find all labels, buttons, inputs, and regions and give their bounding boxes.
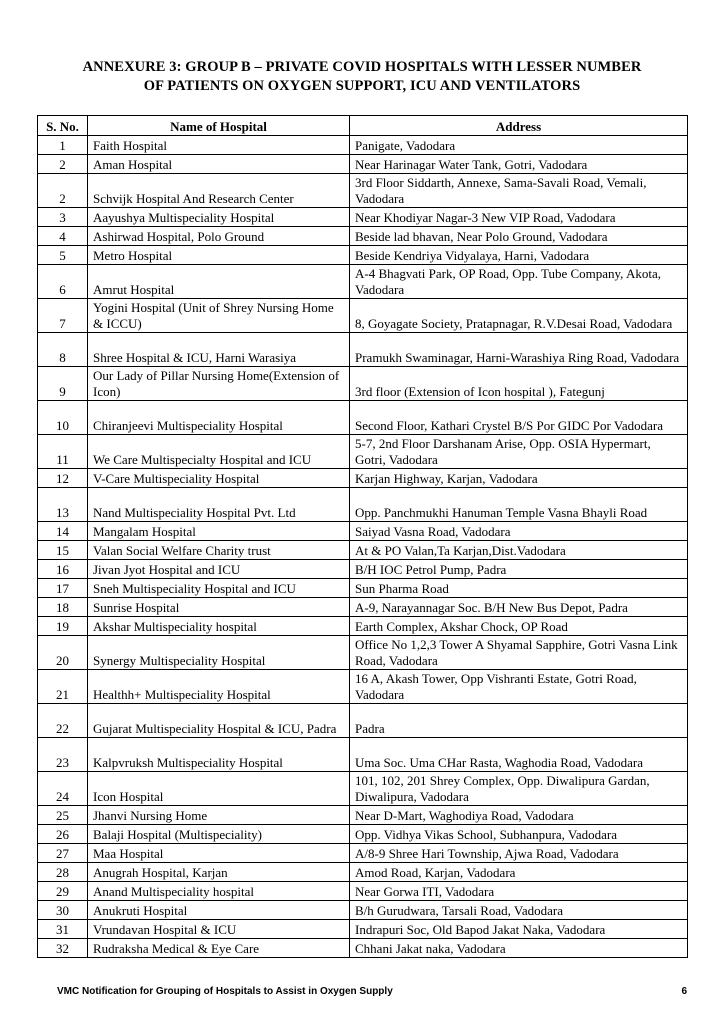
cell-hospital-name: Maa Hospital: [88, 844, 350, 863]
table-row: [38, 208, 688, 227]
cell-address: 101, 102, 201 Shrey Complex, Opp. Diwalipura Gardan, Diwalipura, Vadodara: [350, 772, 688, 806]
cell-sno: 28: [38, 863, 88, 882]
cell-hospital-name: V-Care Multispeciality Hospital: [88, 469, 350, 488]
cell-address: Near Harinagar Water Tank, Gotri, Vadodara: [350, 155, 688, 174]
cell-sno: 27: [38, 844, 88, 863]
cell-sno: 13: [38, 488, 88, 522]
cell-address: Beside Kendriya Vidyalaya, Harni, Vadodara: [350, 246, 688, 265]
table-row: [38, 670, 688, 704]
page-number: 6: [681, 986, 687, 997]
cell-sno: 22: [38, 704, 88, 738]
cell-sno: 3: [38, 208, 88, 227]
table-header-row: [38, 116, 688, 136]
cell-address: Karjan Highway, Karjan, Vadodara: [350, 469, 688, 488]
cell-hospital-name: Shree Hospital & ICU, Harni Warasiya: [88, 333, 350, 367]
cell-sno: 31: [38, 920, 88, 939]
cell-address: Uma Soc. Uma CHar Rasta, Waghodia Road, Vadodara: [350, 738, 688, 772]
cell-sno: 10: [38, 401, 88, 435]
cell-hospital-name: Valan Social Welfare Charity trust: [88, 541, 350, 560]
table-row: [38, 920, 688, 939]
table-row: [38, 704, 688, 738]
cell-hospital-name: Anugrah Hospital, Karjan: [88, 863, 350, 882]
cell-address: Office No 1,2,3 Tower A Shyamal Sapphire, Gotri Vasna Link Road, Vadodara: [350, 636, 688, 670]
table-row: [38, 825, 688, 844]
header-name: Name of Hospital: [88, 116, 350, 136]
cell-sno: 15: [38, 541, 88, 560]
cell-address: Near D-Mart, Waghodiya Road, Vadodara: [350, 806, 688, 825]
cell-hospital-name: Mangalam Hospital: [88, 522, 350, 541]
table-row: [38, 174, 688, 208]
cell-sno: 20: [38, 636, 88, 670]
cell-sno: 30: [38, 901, 88, 920]
table-row: [38, 522, 688, 541]
table-row: [38, 598, 688, 617]
table-row: [38, 136, 688, 155]
cell-hospital-name: Sunrise Hospital: [88, 598, 350, 617]
cell-address: Saiyad Vasna Road, Vadodara: [350, 522, 688, 541]
cell-hospital-name: Kalpvruksh Multispeciality Hospital: [88, 738, 350, 772]
cell-hospital-name: Vrundavan Hospital & ICU: [88, 920, 350, 939]
table-row: [38, 901, 688, 920]
cell-hospital-name: Icon Hospital: [88, 772, 350, 806]
cell-sno: 5: [38, 246, 88, 265]
cell-address: Second Floor, Kathari Crystel B/S Por GIDC Por Vadodara: [350, 401, 688, 435]
cell-sno: 7: [38, 299, 88, 333]
cell-address: 3rd Floor Siddarth, Annexe, Sama-Savali Road, Vemali, Vadodara: [350, 174, 688, 208]
cell-hospital-name: We Care Multispecialty Hospital and ICU: [88, 435, 350, 469]
cell-hospital-name: Healthh+ Multispeciality Hospital: [88, 670, 350, 704]
cell-address: B/h Gurudwara, Tarsali Road, Vadodara: [350, 901, 688, 920]
cell-address: Earth Complex, Akshar Chock, OP Road: [350, 617, 688, 636]
cell-sno: 18: [38, 598, 88, 617]
cell-hospital-name: Rudraksha Medical & Eye Care: [88, 939, 350, 958]
cell-sno: 16: [38, 560, 88, 579]
table-row: [38, 227, 688, 246]
cell-hospital-name: Ashirwad Hospital, Polo Ground: [88, 227, 350, 246]
cell-address: 3rd floor (Extension of Icon hospital ), Fategunj: [350, 367, 688, 401]
cell-address: Panigate, Vadodara: [350, 136, 688, 155]
cell-address: Near Gorwa ITI, Vadodara: [350, 882, 688, 901]
table-row: [38, 469, 688, 488]
cell-address: 16 A, Akash Tower, Opp Vishranti Estate, Gotri Road, Vadodara: [350, 670, 688, 704]
cell-hospital-name: Synergy Multispeciality Hospital: [88, 636, 350, 670]
cell-hospital-name: Balaji Hospital (Multispeciality): [88, 825, 350, 844]
table-row: [38, 246, 688, 265]
cell-address: Near Khodiyar Nagar-3 New VIP Road, Vadodara: [350, 208, 688, 227]
cell-address: A/8-9 Shree Hari Township, Ajwa Road, Vadodara: [350, 844, 688, 863]
table-body: [38, 136, 688, 958]
cell-hospital-name: Schvijk Hospital And Research Center: [88, 174, 350, 208]
cell-sno: 17: [38, 579, 88, 598]
table-row: [38, 299, 688, 333]
cell-address: Sun Pharma Road: [350, 579, 688, 598]
cell-sno: 21: [38, 670, 88, 704]
cell-hospital-name: Faith Hospital: [88, 136, 350, 155]
cell-address: Padra: [350, 704, 688, 738]
cell-hospital-name: Metro Hospital: [88, 246, 350, 265]
cell-hospital-name: Anand Multispeciality hospital: [88, 882, 350, 901]
cell-hospital-name: Jivan Jyot Hospital and ICU: [88, 560, 350, 579]
table-row: [38, 435, 688, 469]
cell-hospital-name: Aayushya Multispeciality Hospital: [88, 208, 350, 227]
cell-address: Opp. Vidhya Vikas School, Subhanpura, Vadodara: [350, 825, 688, 844]
cell-sno: 2: [38, 174, 88, 208]
cell-sno: 6: [38, 265, 88, 299]
table-row: [38, 738, 688, 772]
title-line-1: ANNEXURE 3: GROUP B – PRIVATE COVID HOSPITALS WITH LESSER NUMBER: [82, 59, 642, 75]
cell-address: Beside lad bhavan, Near Polo Ground, Vadodara: [350, 227, 688, 246]
table-row: [38, 333, 688, 367]
cell-sno: 14: [38, 522, 88, 541]
cell-address: Pramukh Swaminagar, Harni-Warashiya Ring Road, Vadodara: [350, 333, 688, 367]
cell-address: 5-7, 2nd Floor Darshanam Arise, Opp. OSIA Hypermart, Gotri, Vadodara: [350, 435, 688, 469]
cell-sno: 24: [38, 772, 88, 806]
cell-sno: 11: [38, 435, 88, 469]
cell-hospital-name: Gujarat Multispeciality Hospital & ICU, Padra: [88, 704, 350, 738]
header-address: Address: [350, 116, 688, 136]
cell-sno: 25: [38, 806, 88, 825]
cell-sno: 12: [38, 469, 88, 488]
cell-sno: 8: [38, 333, 88, 367]
hospital-table: [37, 115, 688, 958]
cell-address: Amod Road, Karjan, Vadodara: [350, 863, 688, 882]
cell-sno: 23: [38, 738, 88, 772]
table-row: [38, 265, 688, 299]
cell-hospital-name: Aman Hospital: [88, 155, 350, 174]
table-row: [38, 560, 688, 579]
table-row: [38, 882, 688, 901]
cell-address: A-4 Bhagvati Park, OP Road, Opp. Tube Company, Akota, Vadodara: [350, 265, 688, 299]
cell-sno: 2: [38, 155, 88, 174]
table-row: [38, 579, 688, 598]
cell-address: Chhani Jakat naka, Vadodara: [350, 939, 688, 958]
cell-address: A-9, Narayannagar Soc. B/H New Bus Depot, Padra: [350, 598, 688, 617]
cell-hospital-name: Chiranjeevi Multispeciality Hospital: [88, 401, 350, 435]
cell-sno: 4: [38, 227, 88, 246]
cell-sno: 29: [38, 882, 88, 901]
cell-sno: 32: [38, 939, 88, 958]
cell-sno: 1: [38, 136, 88, 155]
cell-hospital-name: Amrut Hospital: [88, 265, 350, 299]
cell-hospital-name: Nand Multispeciality Hospital Pvt. Ltd: [88, 488, 350, 522]
table-row: [38, 541, 688, 560]
table-row: [38, 617, 688, 636]
cell-sno: 19: [38, 617, 88, 636]
cell-address: Opp. Panchmukhi Hanuman Temple Vasna Bhayli Road: [350, 488, 688, 522]
cell-hospital-name: Akshar Multispeciality hospital: [88, 617, 350, 636]
table-row: [38, 939, 688, 958]
table-row: [38, 636, 688, 670]
cell-hospital-name: Our Lady of Pillar Nursing Home(Extension of Icon): [88, 367, 350, 401]
cell-hospital-name: Jhanvi Nursing Home: [88, 806, 350, 825]
table-row: [38, 488, 688, 522]
table-row: [38, 844, 688, 863]
page-footer: [57, 986, 687, 998]
table-row: [38, 806, 688, 825]
table-row: [38, 401, 688, 435]
cell-address: At & PO Valan,Ta Karjan,Dist.Vadodara: [350, 541, 688, 560]
cell-hospital-name: Yogini Hospital (Unit of Shrey Nursing Home & ICCU): [88, 299, 350, 333]
cell-hospital-name: Sneh Multispeciality Hospital and ICU: [88, 579, 350, 598]
table-row: [38, 367, 688, 401]
header-sno: S. No.: [38, 116, 88, 136]
cell-sno: 9: [38, 367, 88, 401]
cell-address: B/H IOC Petrol Pump, Padra: [350, 560, 688, 579]
cell-address: Indrapuri Soc, Old Bapod Jakat Naka, Vadodara: [350, 920, 688, 939]
title-line-2: OF PATIENTS ON OXYGEN SUPPORT, ICU AND VENTILATORS: [143, 78, 581, 94]
table-row: [38, 772, 688, 806]
document-title: [30, 58, 694, 96]
cell-sno: 26: [38, 825, 88, 844]
footer-text: VMC Notification for Grouping of Hospitals to Assist in Oxygen Supply: [57, 986, 393, 997]
table-row: [38, 863, 688, 882]
cell-address: 8, Goyagate Society, Pratapnagar, R.V.Desai Road, Vadodara: [350, 299, 688, 333]
table-row: [38, 155, 688, 174]
cell-hospital-name: Anukruti Hospital: [88, 901, 350, 920]
